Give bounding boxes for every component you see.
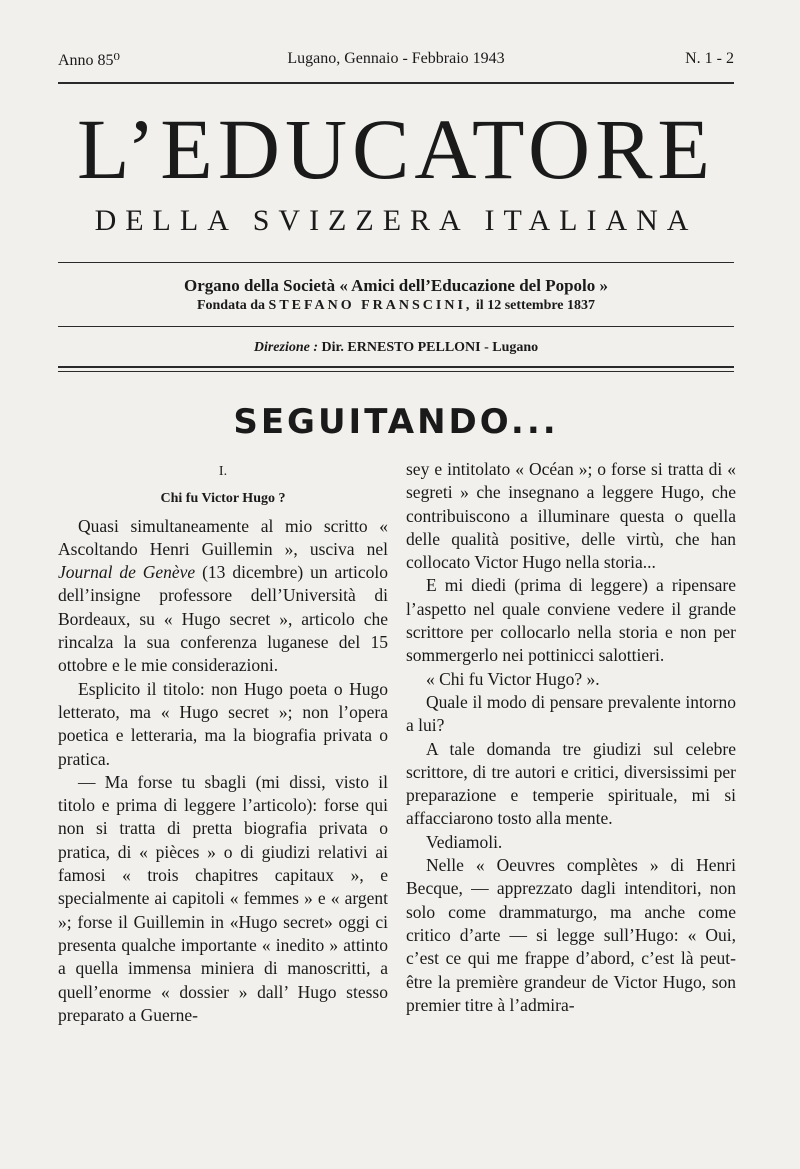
founded-date: il 12 settembre 1837	[475, 298, 596, 313]
article-headline: SEGUITANDO...	[233, 402, 559, 442]
paragraph: sey e intitolato « Océan »; o forse si tratta di « segreti » che insegnano a leggere Hugo, che contribuiscono a illuminare questa o quella delle qualità positive, delle virtù, che han collocato Victor Hugo nella storia...	[406, 459, 736, 573]
paragraph: Vediamoli.	[426, 831, 503, 852]
direction-value: Dir. ERNESTO PELLONI - Lugano	[321, 340, 539, 355]
paragraph: A tale domanda tre giudizi sul celebre scrittore, di tre autori e critici, diversissimi per preparazione e temperie spirituale, mi si affacciarono tosto alla mente.	[406, 738, 736, 829]
paragraph: Quale il modo di pensare prevalente intorno a lui?	[406, 691, 736, 736]
section-number: I.	[218, 464, 228, 479]
organ-divider	[58, 326, 734, 327]
paragraph: « Chi fu Victor Hugo? ».	[426, 668, 600, 689]
organ-line: Organo della Società « Amici dell’Educazione del Popolo »	[183, 276, 609, 295]
article-column-right	[406, 458, 736, 1017]
founder-name: STEFANO FRANSCINI,	[268, 298, 473, 313]
paragraph: Esplicito il titolo: non Hugo poeta o Hugo letterato, ma « Hugo secret »; non l’opera poetica e letteraria, ma la biografia privata o pratica.	[58, 678, 388, 769]
article-column-left	[58, 458, 388, 1027]
direction-line	[58, 340, 734, 356]
issue-line	[58, 50, 734, 72]
masthead-title: L’EDUCATORE	[77, 101, 715, 197]
paragraph: Quasi simultaneamente al mio scritto « Ascoltando Henri Guillemin », usciva nel Journal de Genève (13 dicembre) un articolo dell’insigne professore dell’Università di Bordeaux, su « Hugo secret », articolo che rincalza la sua conferenza luganese del 15 ottobre e le mie considerazioni.	[58, 515, 388, 676]
paragraph: Nelle « Oeuvres complètes » di Henri Becque, — apprezzato dagli intenditori, non solo come drammaturgo, ma anche come critico d’arte — si legge sull’Hugo: « Oui, c’est ce qui me frappe d’abord, c’est là peut-être la première grandeur de Victor Hugo, son premier titre à l’admira-	[406, 855, 736, 1015]
direction-divider-top	[58, 366, 734, 368]
founded-line	[58, 298, 734, 314]
paragraph: E mi diedi (prima di leggere) a ripensare l’aspetto nel quale conviene vedere il grande scrittore per collocarlo nella storia e non per sommergerlo nei pottinicci salottieri.	[406, 575, 736, 666]
direction-label: Direzione :	[253, 340, 318, 355]
issue-number: N. 1 - 2	[685, 50, 734, 67]
founded-prefix: Fondata da	[196, 298, 266, 313]
direction-divider-bottom	[58, 371, 734, 372]
paragraph: — Ma forse tu sbagli (mi dissi, visto il titolo e prima di leggere l’articolo): forse qui non si tratta di pretta biografia privata o pratica, di « pièces » o di giudizi relativi ai famosi « trois chapitres capitaux », e specialmente ai capitoli « femmes » e « argent »; forse il Guillemin in «Hugo secret» oggi ci presenta qualche importante « inedito » attinto a quella immensa miniera di manoscritti, a quell’enorme « dossier » dall’ Hugo stesso preparato a Guerne-	[58, 771, 388, 1025]
journal-name: Journal de Genève	[58, 562, 196, 583]
top-divider	[58, 82, 734, 84]
masthead-divider	[58, 262, 734, 263]
section-subtitle: Chi fu Victor Hugo ?	[160, 491, 286, 507]
year-label: Anno 85⁰	[58, 52, 120, 69]
masthead-subtitle: DELLA SVIZZERA ITALIANA	[94, 204, 698, 237]
place-date: Lugano, Gennaio - Febbraio 1943	[287, 50, 505, 67]
